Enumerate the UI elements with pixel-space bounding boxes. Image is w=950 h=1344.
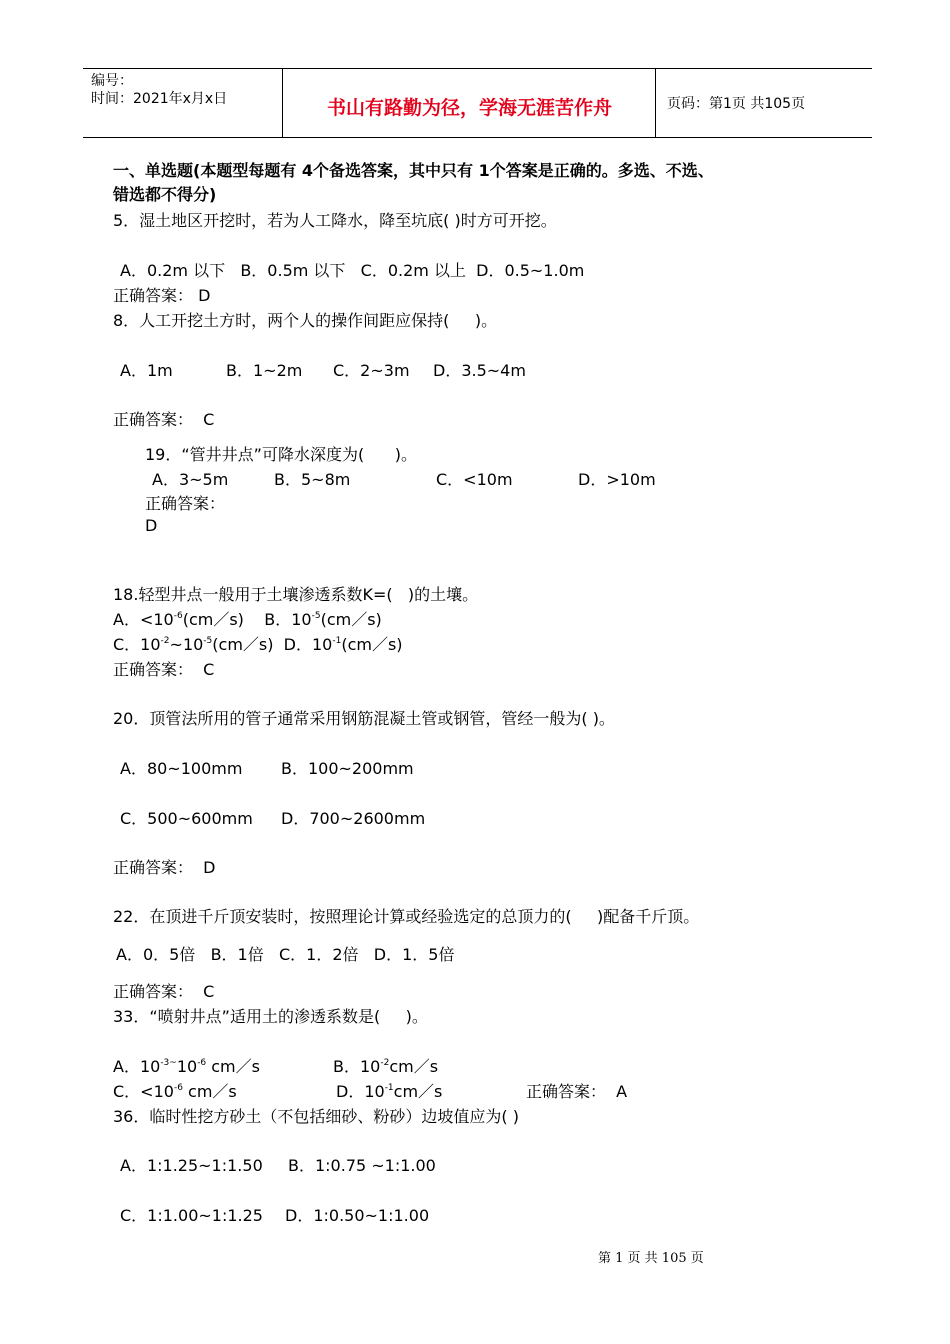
q19-option-c: C．<10m [436,470,513,489]
q5-options: A．0.2m 以下 B．0.5m 以下 C．0.2m 以上 D．0.5~1.0m [120,261,585,280]
page-label: 页码：第1页 共105页 [667,96,806,112]
q33-option-a: A．$10^{-3\sim}10^{-6}$ cm／s [113,1057,260,1076]
page-footer: 第 1 页 共 105 页 [598,1251,704,1266]
section-title-line2: 错选都不得分) [113,185,217,204]
header-meta-cell [83,69,283,137]
number-label: 编号： [91,73,133,89]
q22-stem: 22．在顶进千斤顶安装时，按照理论计算或经验选定的总顶力的( )配备千斤顶。 [113,907,700,926]
q8-option-b: B．1~2m [226,361,303,380]
q18-option-c: C．$10^{-2}\sim 10^{-5}(cm/s)$ [113,635,274,654]
q20-option-a: A．80~100mm [120,759,243,778]
q18-option-a: A．$<10^{-6}(cm/s)$ [113,610,244,629]
q18-stem: 18.轻型井点一般用于土壤渗透系数K=( )的土壤。 [113,585,479,604]
q18-answer: 正确答案： C [113,660,215,679]
time-label: 时间：2021年x月x日 [91,91,228,107]
q20-stem: 20．顶管法所用的管子通常采用钢筋混凝土管或钢管，管经一般为( )。 [113,709,615,728]
q36-option-c: C．1:1.00~1:1.25 [120,1206,263,1225]
q33-stem: 33．“喷射井点”适用土的渗透系数是( )。 [113,1007,428,1026]
q18-options-ab [113,610,382,630]
q8-stem: 8．人工开挖土方时，两个人的操作间距应保持( )。 [113,311,498,330]
q19-option-d: D．>10m [578,470,656,489]
section-title-line1: 一、单选题(本题型每题有 4个备选答案，其中只有 1个答案是正确的。多选、不选、 [113,161,714,180]
q33-option-c: C．$<10^{-6}$ cm／s [113,1082,237,1101]
q19-option-b: B．5~8m [274,470,351,489]
q36-option-a: A．1:1.25~1:1.50 [120,1156,263,1175]
q22-answer: 正确答案： C [113,982,215,1001]
q36-option-d: D．1:0.50~1:1.00 [285,1206,430,1225]
header-table [83,68,872,138]
q19-answer-value: D [145,516,158,535]
q5-answer: 正确答案： D [113,286,211,305]
q18-option-b: B．$10^{-5}(cm/s)$ [264,610,382,629]
q33-option-d: D．$10^{-1}cm/s$ [336,1082,443,1101]
q20-option-b: B．100~200mm [281,759,414,778]
q33-option-b: B．$10^{-2}cm/s$ [333,1057,439,1076]
q5-stem: 5．湿土地区开挖时，若为人工降水，降至坑底( )时方可开挖。 [113,211,557,230]
q20-option-d: D．700~2600mm [281,809,426,828]
q20-answer: 正确答案： D [113,858,216,877]
q36-stem: 36．临时性挖方砂土（不包括细砂、粉砂）边坡值应为( ) [113,1107,519,1126]
q8-answer: 正确答案： C [113,410,215,429]
q18-options-cd [113,635,403,655]
q19-option-a: A．3~5m [152,470,229,489]
q19-answer-label: 正确答案： [145,494,226,513]
q36-option-b: B．1:0.75 ~1:1.00 [288,1156,436,1175]
q19-stem: 19．“管井井点”可降水深度为( )。 [145,445,417,464]
q20-option-c: C．500~600mm [120,809,253,828]
q33-answer: 正确答案： A [526,1082,628,1101]
q22-options: A．0．5倍 B．1倍 C．1．2倍 D．1．5倍 [116,945,455,964]
q18-option-d: D．$10^{-1}(cm/s)$ [283,635,403,654]
q8-option-a: A．1m [120,361,173,380]
motto: 书山有路勤为径，学海无涯苦作舟 [284,69,656,137]
q8-option-c: C．2~3m [333,361,410,380]
q8-option-d: D．3.5~4m [433,361,526,380]
